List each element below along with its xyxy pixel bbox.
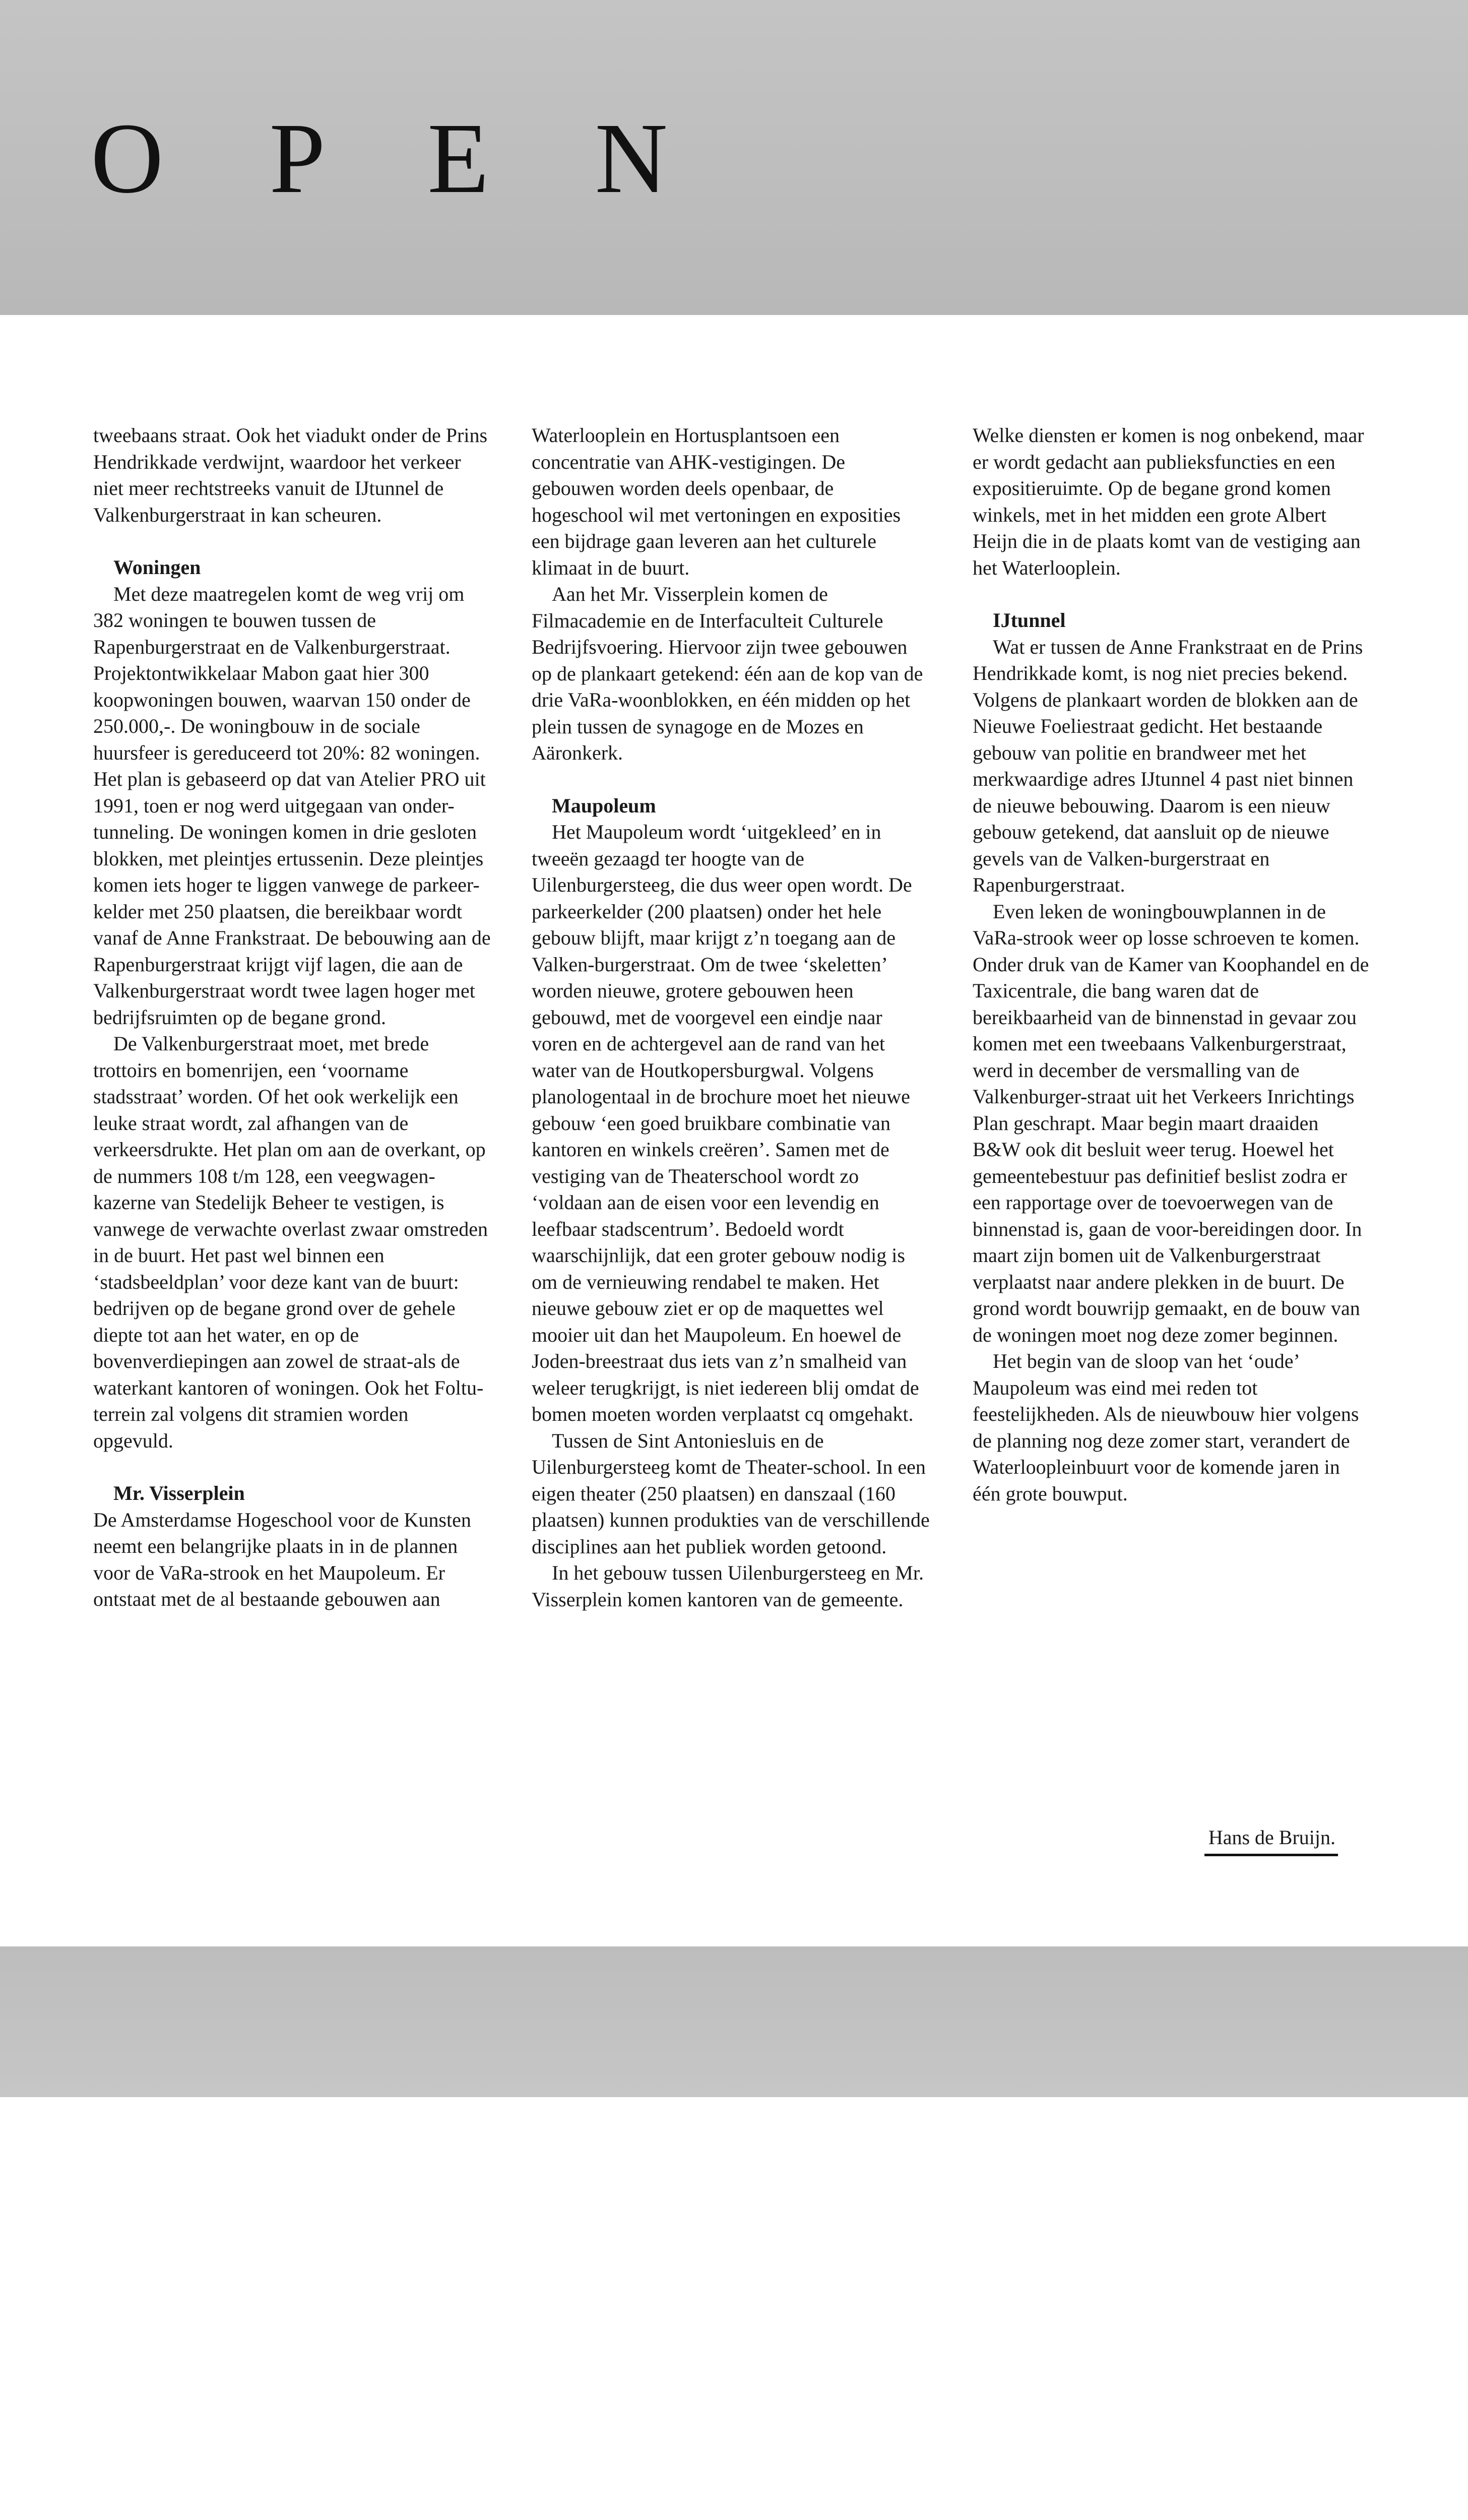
text-column-3 xyxy=(973,422,1371,1507)
signature-underline xyxy=(1204,1854,1338,1856)
paragraph: Wat er tussen de Anne Frankstraat en de Prins Hendrikkade komt, is nog niet precies bekend. Volgens de plankaart worden de blokken aan de Nieuwe Foeliestraat gedicht. Het bestaande gebouw van politie en brandweer met het merkwaardige adres IJtunnel 4 past niet binnen de nieuwe bebouwing. Daarom is een nieuw gebouw getekend, dat aansluit op de nieuwe gevels van de Valken-burgerstraat en Rapenburgerstraat. xyxy=(973,635,1363,896)
paragraph: Het begin van de sloop van het ‘oude’ Maupoleum was eind mei reden tot feestelijkheden. Als de nieuwbouw hier volgens de planning nog deze zomer start, verandert de Waterloopleinbuurt voor de komende jaren in één grote bouwput. xyxy=(973,1350,1359,1505)
footer-band xyxy=(0,1946,1468,2097)
page-title: O P E N xyxy=(91,103,708,214)
paragraph: Aan het Mr. Visserplein komen de Filmacademie en de Interfaculteit Culturele Bedrijfsvoering. Hiervoor zijn twee gebouwen op de plankaart getekend: één aan de kop van de drie VaRa-woonblokken, en één midden op het plein tussen de synagoge en de Mozes en Aäronkerk. xyxy=(532,583,923,764)
paragraph: Waterlooplein en Hortusplantsoen een concentratie van AHK-vestigingen. De gebouwen worden deels openbaar, de hogeschool wil met vertoningen en exposities een bijdrage gaan leveren aan het culturele klimaat in de buurt. xyxy=(532,424,901,579)
paragraph: De Valkenburgerstraat moet, met brede trottoirs en bomenrijen, een ‘voorname stadsstraat’ worden. Of het ook werkelijk een leuke straat wordt, zal afhangen van de verkeersdrukte. Het plan om aan de overkant, op de nummers 108 t/m 128, een veegwagen-kazerne van Stedelijk Beheer te vestigen, is vanwege de verwachte overlast zwaar omstreden in de buurt. Het past wel binnen een ‘stadsbeeldplan’ voor deze kant van de buurt: bedrijven op de begane grond over de gehele diepte tot aan het water, en op de bovenverdiepingen aan zowel de straat-als de waterkant kantoren of woningen. Ook het Foltu-terrein zal volgens dit stramien worden opgevuld. xyxy=(93,1032,488,1452)
paragraph: Tussen de Sint Antoniesluis en de Uilenburgersteeg komt de Theater-school. In een eigen theater (250 plaatsen) en danszaal (160 plaatsen) kunnen produkties van de verschillende disciplines aan het publiek worden getoond. xyxy=(532,1429,930,1558)
paragraph: Even leken de woningbouwplannen in de VaRa-strook weer op losse schroeven te komen. Onder druk van de Kamer van Koophandel en de Taxicentrale, die bang waren dat de bereikbaarheid van de binnenstad in gevaar zou komen met een tweebaans Valkenburgerstraat, werd in december de versmalling van de Valkenburger-straat uit het Verkeers Inrichtings Plan geschrapt. Maar begin maart draaiden B&W ook dit besluit weer terug. Hoewel het gemeentebestuur pas definitief beslist zodra er een rapportage over de toevoerwegen van de binnenstad is, gaan de voor-bereidingen door. In maart zijn bomen uit de Valkenburgerstraat verplaatst naar andere plekken in de buurt. De grond wordt bouwrijp gemaakt, en de bouw van de woningen moet nog deze zomer beginnen. xyxy=(973,900,1369,1346)
section-heading: Maupoleum xyxy=(552,794,656,817)
header-band xyxy=(0,0,1468,315)
paragraph: Het Maupoleum wordt ‘uitgekleed’ en in tweeën gezaagd ter hoogte van de Uilenburgersteeg, die dus weer open wordt. De parkeerkelder (200 plaatsen) onder het hele gebouw blijft, maar krijgt z’n toegang aan de Valken-burgerstraat. Om de twee ‘skeletten’ worden nieuwe, grotere gebouwen heen gebouwd, met de voorgevel een eindje naar voren en de achtergevel aan de rand van het water van de Houtkopersburgwal. Volgens planologentaal in de brochure moet het nieuwe gebouw ‘een goed bruikbare combinatie van kantoren en winkels creëren’. Samen met de vestiging van de Theaterschool wordt zo ‘voldaan aan de eisen voor een levendig en leefbaar stadscentrum’. Bedoeld wordt waarschijnlijk, dat een groter gebouw nodig is om de vernieuwing rendabel te maken. Het nieuwe gebouw ziet er op de maquettes wel mooier uit dan het Maupoleum. En hoewel de Joden-breestraat dus iets van z’n smalheid van weleer terugkrijgt, is niet iedereen blij omdat de bomen moeten worden verplaatst cq omgehakt. xyxy=(532,821,919,1425)
section-heading: Woningen xyxy=(113,556,201,579)
section-heading: IJtunnel xyxy=(993,609,1066,632)
section-heading: Mr. Visserplein xyxy=(113,1482,245,1504)
text-column-2 xyxy=(532,422,930,1613)
paragraph: tweebaans straat. Ook het viadukt onder de Prins Hendrikkade verdwijnt, waardoor het verkeer niet meer rechtstreeks vanuit de IJtunnel de Valkenburgerstraat in kan scheuren. xyxy=(93,424,488,526)
paragraph: Welke diensten er komen is nog onbekend, maar er wordt gedacht aan publieksfuncties en een expositieruimte. Op de begane grond komen winkels, met in het midden een grote Albert Heijn die in de plaats komt van de vestiging aan het Waterlooplein. xyxy=(973,424,1364,579)
paragraph: Met deze maatregelen komt de weg vrij om 382 woningen te bouwen tussen de Rapenburgerstraat en de Valkenburgerstraat. Projektontwikkelaar Mabon gaat hier 300 koopwoningen bouwen, waarvan 150 onder de 250.000,-. De woningbouw in de sociale huursfeer is gereduceerd tot 20%: 82 woningen. Het plan is gebaseerd op dat van Atelier PRO uit 1991, toen er nog werd uitgegaan van onder-tunneling. De woningen komen in drie gesloten blokken, met pleintjes ertussenin. Deze pleintjes komen iets hoger te liggen vanwege de parkeer-kelder met 250 plaatsen, die bereikbaar wordt vanaf de Anne Frankstraat. De bebouwing aan de Rapenburgerstraat krijgt vijf lagen, die aan de Valkenburgerstraat wordt twee lagen hoger met bedrijfsruimten op de begane grond. xyxy=(93,582,491,1029)
text-column-1 xyxy=(93,422,491,1613)
paragraph: De Amsterdamse Hogeschool voor de Kunsten neemt een belangrijke plaats in in de plannen voor de VaRa-strook en het Maupoleum. Er ontstaat met de al bestaande gebouwen aan xyxy=(93,1508,471,1610)
paragraph: In het gebouw tussen Uilenburgersteeg en Mr. Visserplein komen kantoren van de gemeente. xyxy=(532,1561,924,1611)
author-signature: Hans de Bruijn. xyxy=(1208,1826,1335,1849)
